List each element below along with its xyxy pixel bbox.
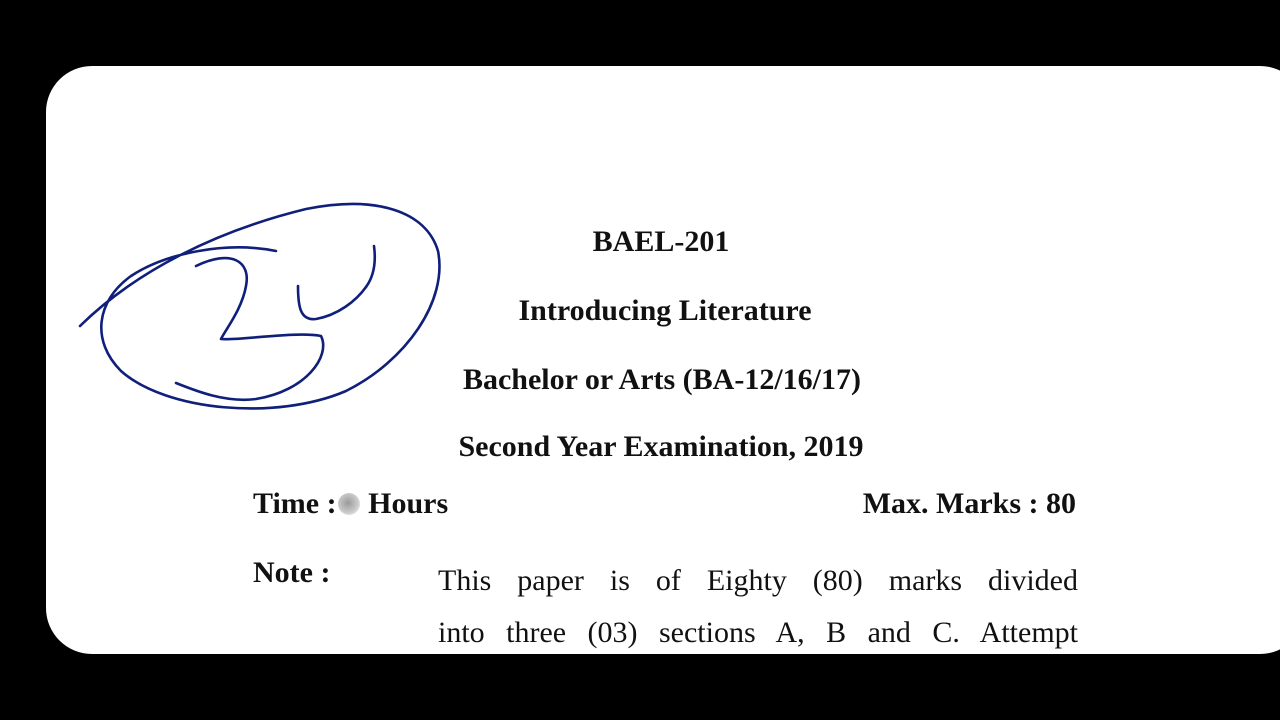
note-line: This paper is of Eighty (80) marks divided [438,564,1078,597]
note-text [438,555,1078,654]
paper-code: BAEL-201 [592,225,730,258]
programme-name: Bachelor or Arts (BA-12/16/17) [462,363,861,396]
exam-duration [253,486,448,522]
exam-paper [46,66,1280,654]
time-value: Hours [368,487,449,520]
max-marks: Max. Marks : 80 [862,487,1076,520]
note-line: into three (03) sections A, B and C. Attempt [438,616,1078,649]
examination-title: Second Year Examination, 2019 [458,430,864,463]
subject-title: Introducing Literature [518,294,812,327]
time-label: Time : [253,487,337,520]
note-label: Note : [253,556,331,589]
document-frame [46,66,1280,654]
smudged-digit [338,493,360,515]
